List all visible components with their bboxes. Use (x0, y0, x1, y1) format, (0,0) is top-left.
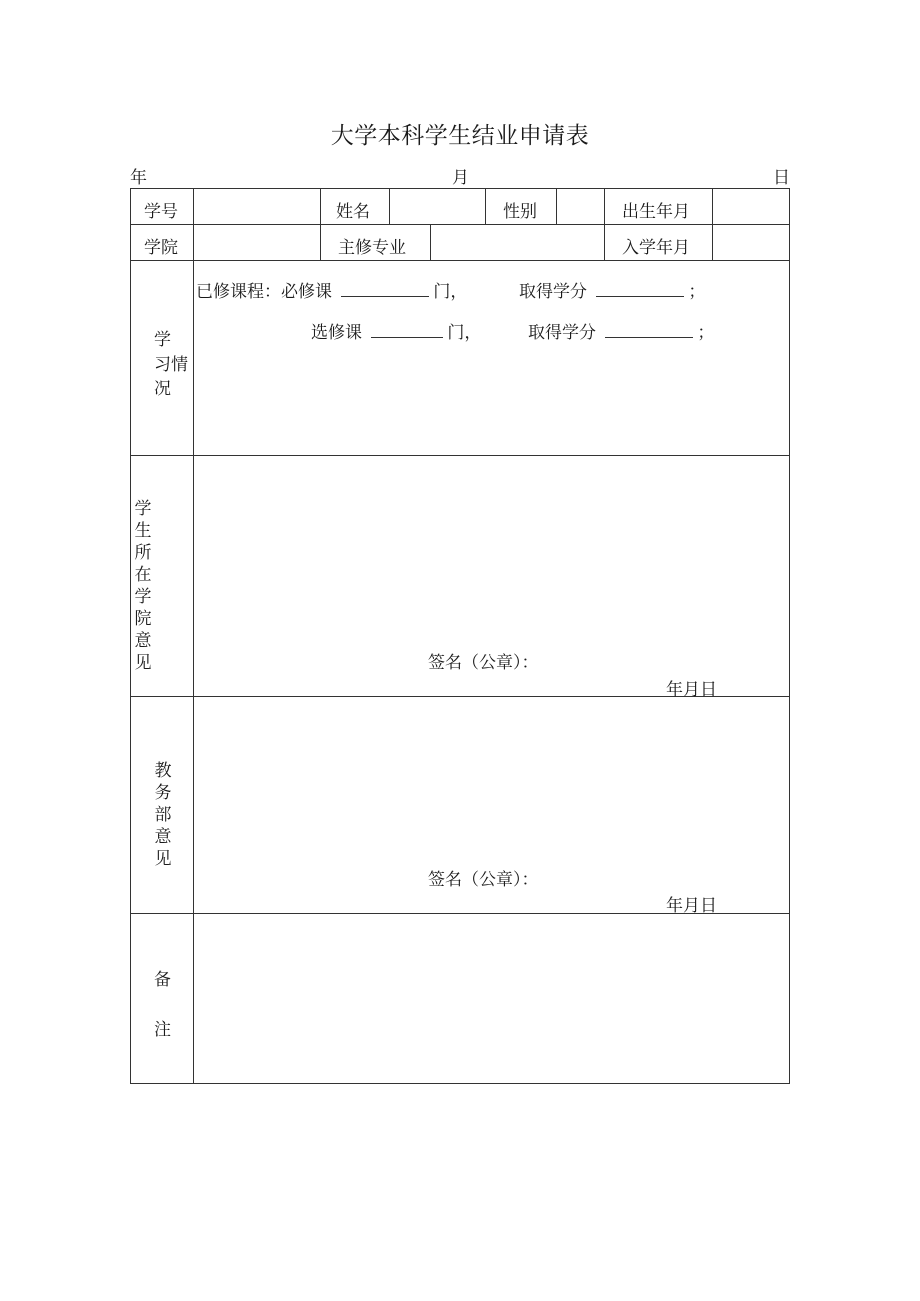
gender-field[interactable] (557, 189, 604, 224)
birth-label: 出生年月 (622, 202, 690, 222)
required-credit-blank[interactable] (596, 280, 684, 297)
page-title: 大学本科学生结业申请表 (330, 123, 590, 149)
elective-course-count-blank[interactable] (371, 321, 443, 338)
academic-signature-label: 签名（公章）： (428, 870, 539, 890)
major-field[interactable] (431, 225, 604, 260)
college-signature-label: 签名（公章）： (428, 653, 539, 673)
elective-course-line (311, 318, 481, 343)
required-course-line (196, 277, 467, 302)
enroll-label: 入学年月 (622, 238, 690, 258)
academic-opinion-label: 教务部意见 (154, 761, 172, 869)
college-label: 学院 (144, 238, 178, 258)
enroll-field[interactable] (713, 225, 789, 260)
required-credit-line (519, 277, 705, 302)
birth-field[interactable] (713, 189, 789, 224)
major-label: 主修专业 (338, 238, 406, 258)
elective-credit-end: ； (697, 323, 715, 343)
required-course-count-blank[interactable] (341, 280, 429, 297)
academic-opinion-area[interactable] (194, 697, 789, 862)
academic-date-label: 年月日 (666, 896, 717, 916)
remarks-label-1: 备 (154, 970, 171, 990)
required-credit-end: ； (688, 282, 706, 302)
study-label-2: 习情 (154, 355, 188, 375)
elective-credit-blank[interactable] (605, 321, 693, 338)
college-opinion-area[interactable] (194, 456, 789, 646)
date-year-label: 年 (130, 168, 147, 188)
study-label-1: 学 (154, 330, 171, 350)
college-field[interactable] (194, 225, 320, 260)
required-course-prefix: 已修课程：必修课 (196, 282, 332, 302)
college-date-label: 年月日 (666, 680, 717, 700)
study-label-3: 况 (154, 379, 171, 399)
elective-credit-line (528, 318, 714, 343)
elective-course-prefix: 选修课 (311, 323, 362, 343)
date-month-label: 月 (452, 168, 469, 188)
student-id-field[interactable] (194, 189, 320, 224)
name-field[interactable] (390, 189, 485, 224)
required-credit-label: 取得学分 (519, 282, 587, 302)
remarks-area[interactable] (194, 914, 789, 1083)
name-label: 姓名 (336, 202, 370, 222)
student-id-label: 学号 (144, 202, 178, 222)
gender-label: 性别 (503, 202, 537, 222)
remarks-label-2: 注 (154, 1020, 171, 1040)
required-course-unit: 门， (433, 282, 468, 302)
college-opinion-label: 学生所在学院意见 (134, 499, 152, 673)
date-day-label: 日 (773, 168, 790, 188)
elective-course-unit: 门， (447, 323, 482, 343)
elective-credit-label: 取得学分 (528, 323, 596, 343)
